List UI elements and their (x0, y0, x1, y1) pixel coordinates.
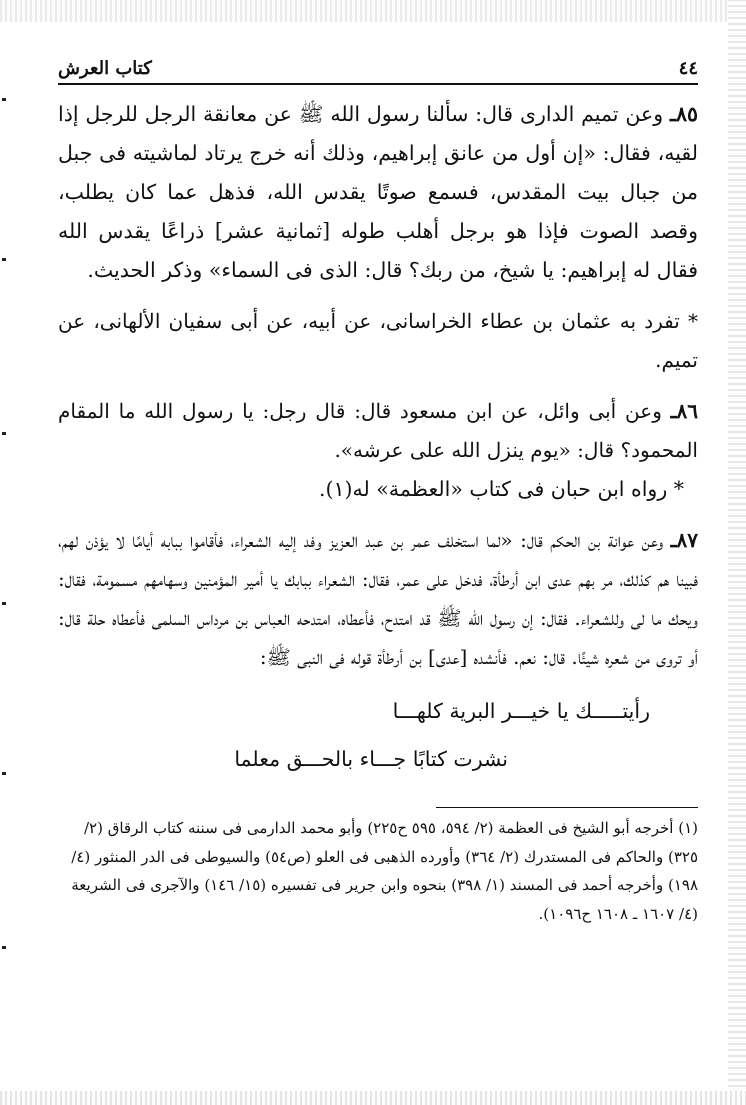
margin-tick (2, 432, 6, 435)
book-page (58, 50, 698, 928)
commentary-text: * رواه ابن حبان فى كتاب «العظمة» له(١). (319, 477, 684, 501)
hadith-85 (58, 95, 698, 290)
margin-tick (2, 946, 6, 949)
margin-tick (2, 602, 6, 605)
footnote-rule (436, 807, 698, 808)
hadith-text: وعن تميم الدارى قال: سألنا رسول الله ﷺ عن معانقة الرجل للرجل إذا لقيه، فقال: «إن أول من عانق إبراهيم، وذلك أنه خرج يرتاد لماشيته فى جبل من جبال بيت المقدس، فسمع صوتًا يقدس الله، فذهل عما كان يطلب، وقصد الصوت فإذا هو برجل أهلب طوله [ثمانية عشر] ذراعًا يقدس الله فقال له إبراهيم: يا شيخ، من ربك؟ قال: الذى فى السماء» وذكر الحديث. (58, 102, 698, 282)
hadith-number: ٨٦ـ (670, 399, 698, 423)
verse-line-1: رأيتـــــك يا خيـــر البرية كلهـــا (392, 699, 650, 723)
page-number: ٤٤ (678, 58, 698, 79)
commentary-text: * تفرد به عثمان بن عطاء الخراسانى، عن أبيه، عن أبى سفيان الألهانى، عن تميم. (58, 309, 698, 372)
commentary-85 (58, 302, 698, 380)
verse-line-2: نشرت كتابًا جـــاء بالحـــق معلما (234, 747, 508, 771)
running-header (58, 50, 698, 83)
hadith-number: ٨٥ـ (669, 102, 698, 126)
hadith-number: ٨٧ـ (670, 528, 699, 552)
scan-edge-top (0, 0, 746, 22)
book-title: كتاب العرش (58, 58, 152, 79)
hadith-text: وعن عوانة بن الحكم قال: «لما استخلف عمر بن عبد العزيز وفد إليه الشعراء، فأقاموا ببابه أيامًا لا يؤذن لهم، فبينا هم كذلك، مر بهم عدى ابن أرطأة، فدخل على عمر، فقال: الشعراء ببابك يا أمير المؤمنين وسهامهم مسمومة، فقال: ويحك ما لى وللشعراء. فقال: إن رسول الله ﷺ قد امتدح، فأعطاه، امتدحه العباس بن مرداس السلمى فأعطاه حلة قال: أو تروى من شعره شيئًا. قال: نعم. فأنشده [عدى] بن أرطأة قوله فى النبى ﷺ: (58, 528, 698, 669)
scan-edge-bottom (0, 1091, 746, 1105)
margin-tick (2, 772, 6, 775)
hadith-86 (58, 392, 698, 470)
scan-edge-right (728, 0, 746, 1105)
margin-tick (2, 98, 6, 101)
footnote: (١) أخرجه أبو الشيخ فى العظمة (٢/ ٥٩٤، ٥٩٥ ح٢٢٥) وأبو محمد الدارمى فى سننه كتاب الرقاق (٢/ ٣٢٥) والحاكم فى المستدرك (٢/ ٣٦٤) وأورده الذهبى فى العلو (ص٥٤) والسيوطى فى الدر المنثور (٤/ ١٩٨) وأخرجه أحمد فى المسند (١/ ٣٩٨) بنحوه وابن جرير فى تفسيره (١٥/ ١٤٦) والآجرى فى الشريعة (٤/ ١٦٠٧ ـ ١٦٠٨ ح١٠٩٦). (71, 819, 698, 923)
poem (58, 691, 698, 779)
hadith-87 (58, 521, 698, 677)
header-rule (58, 83, 698, 85)
margin-tick (2, 258, 6, 261)
hadith-text: وعن أبى وائل، عن ابن مسعود قال: قال رجل: يا رسول الله ما المقام المحمود؟ قال: «يوم ينزل الله على عرشه». (58, 399, 698, 462)
commentary-86 (58, 470, 684, 509)
